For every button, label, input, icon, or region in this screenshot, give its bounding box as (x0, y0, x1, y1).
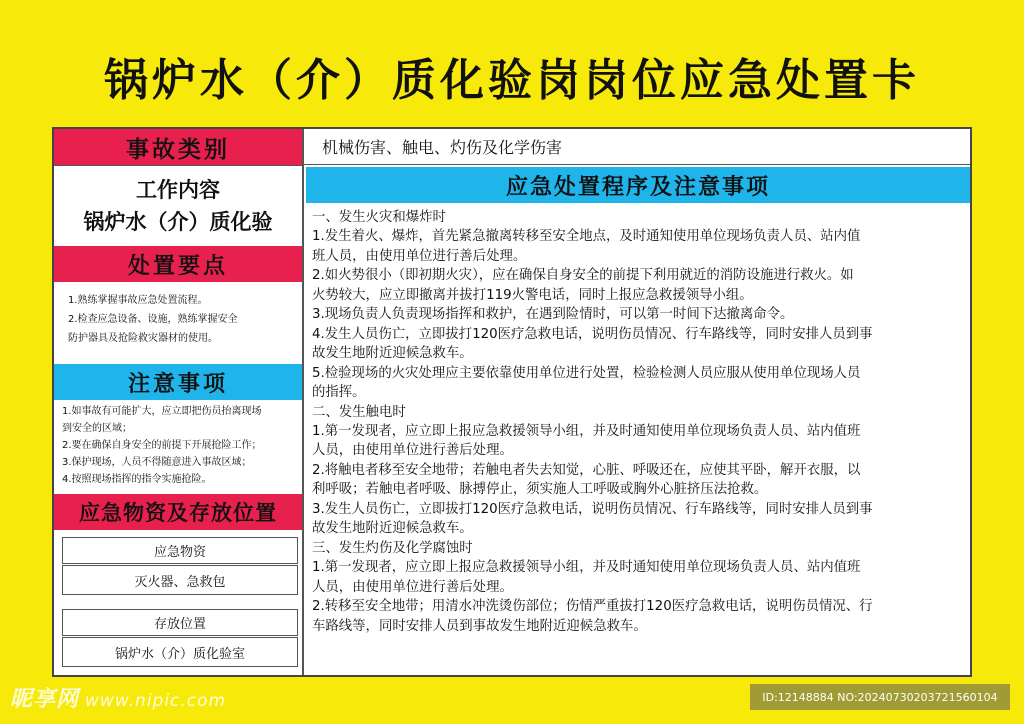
procedure-line: 二、发生触电时 (312, 404, 406, 420)
procedure-line: 一、发生火灾和爆炸时 (312, 210, 446, 225)
list-item: 3.保护现场，人员不得随意进入事故区域； (62, 457, 252, 468)
watermark-logo: 昵享网 www.nipic.com (10, 687, 227, 712)
procedure-line: 3.发生人员伤亡，立即拔打120医疗急救电话，说明伤员情况、行车路线等，同时安排人员到事 (312, 501, 873, 517)
procedure-line: 2.如火势很小（即初期火灾），应在确保自身安全的前提下利用就近的消防设施进行救火。如 (312, 268, 854, 284)
procedure-line: 三、发生灼伤及化学腐蚀时 (312, 540, 473, 556)
accident-category-header (54, 129, 302, 165)
procedure-line: 故发生地附近迎候急救车。 (312, 346, 473, 362)
materials-label-cell: 应急物资 (62, 537, 298, 564)
work-content (54, 165, 302, 245)
procedure-header (306, 167, 970, 203)
page-title: 锅炉水（介）质化验岗岗位应急处置卡 (104, 55, 920, 106)
list-item: 1.如事故有可能扩大，应立即把伤员抬离现场 (62, 406, 262, 417)
list-item: 2.检查应急设备、设施，熟练掌握安全 (68, 314, 238, 325)
list-item: 1.熟练掌握事故应急处置流程。 (68, 295, 208, 306)
watermark-id: ID:12148884 NO:20240730203721560104 (750, 684, 1010, 710)
materials-value-cell: 灭火器、急救包 (62, 565, 298, 595)
procedure-line: 1.第一发现者，应立即上报应急救援领导小组，并及时通知使用单位现场负责人员、站内值班 (312, 560, 861, 576)
procedure-line: 的指挥。 (312, 385, 366, 401)
procedure-line: 1.发生着火、爆炸，首先紧急撤离转移至安全地点，及时通知使用单位现场负责人员、站内值 (312, 229, 861, 245)
procedure-line: 火势较大，应立即撤离并拔打119火警电话，同时上报应急救援领导小组。 (312, 287, 753, 303)
supplies-label: 应急物资及存放位置 (79, 501, 277, 525)
work-content-value: 锅炉水（介）质化验 (83, 209, 273, 234)
emergency-card (52, 127, 972, 677)
column-divider (302, 129, 304, 675)
procedure-line: 1.第一发现者，应立即上报应急救援领导小组，并及时通知使用单位现场负责人员、站内值班 (312, 423, 861, 439)
disposal-points-label: 处置要点 (127, 253, 228, 279)
procedure-line: 5.检验现场的火灾处理应主要依靠使用单位进行处置，检验检测人员应服从使用单位现场人员 (312, 365, 861, 381)
work-content-label: 工作内容 (136, 177, 220, 202)
notes-header (54, 364, 302, 400)
procedure-line: 人员，由使用单位进行善后处理。 (312, 579, 513, 595)
location-label-cell: 存放位置 (62, 609, 298, 636)
location-value-cell: 锅炉水（介）质化验室 (62, 637, 298, 667)
procedure-line: 3.现场负责人负责现场指挥和救护，在遇到险情时，可以第一时间下达撤离命令。 (312, 307, 794, 323)
list-item: 到安全的区域； (62, 423, 132, 434)
notes-label: 注意事项 (127, 371, 228, 397)
list-item: 防护器具及抢险救灾器材的使用。 (68, 333, 218, 344)
procedure-line: 车路线等，同时安排人员到事故发生地附近迎候急救车。 (312, 618, 647, 634)
procedure-line: 4.发生人员伤亡，立即拔打120医疗急救电话，说明伤员情况、行车路线等，同时安排人员到事 (312, 326, 873, 342)
disposal-points-header (54, 246, 302, 282)
disposal-points-list (68, 291, 300, 348)
supplies-header (54, 494, 302, 530)
accident-category-value: 机械伤害、触电、灼伤及化学伤害 (304, 129, 970, 165)
procedure-label: 应急处置程序及注意事项 (505, 174, 770, 200)
accident-category-label: 事故类别 (126, 136, 230, 163)
procedure-text (312, 208, 972, 636)
procedure-line: 故发生地附近迎候急救车。 (312, 521, 473, 537)
procedure-line: 人员，由使用单位进行善后处理。 (312, 443, 513, 459)
list-item: 4.按照现场指挥的指令实施抢险。 (62, 474, 212, 485)
list-item: 2.要在确保自身安全的前提下开展抢险工作； (62, 440, 262, 451)
notes-list (62, 403, 302, 488)
procedure-line: 2.将触电者移至安全地带；若触电者失去知觉，心脏、呼吸还在，应使其平卧，解开衣服，以 (312, 462, 861, 478)
procedure-line: 2.转移至安全地带；用清水冲洗烫伤部位；伤情严重拔打120医疗急救电话，说明伤员情况、行 (312, 599, 873, 615)
procedure-line: 利呼吸；若触电者呼吸、脉搏停止，须实施人工呼吸或胸外心脏挤压法抢救。 (312, 482, 768, 498)
procedure-line: 班人员，由使用单位进行善后处理。 (312, 248, 527, 264)
